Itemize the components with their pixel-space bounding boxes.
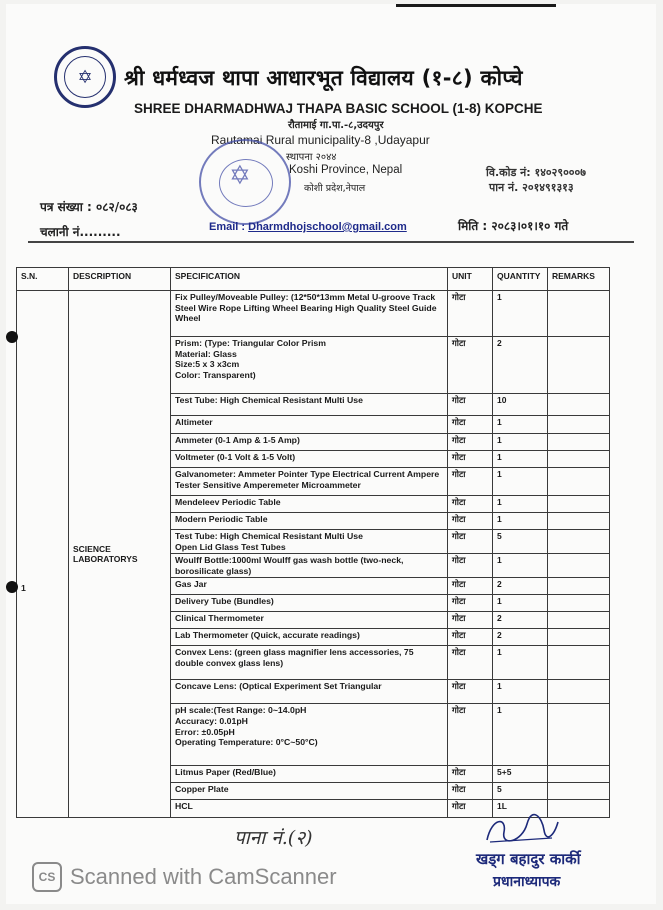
specification-cell: Ammeter (0-1 Amp & 1-5 Amp) [171, 434, 448, 451]
quantity-cell: 10 [493, 394, 548, 416]
unit-cell: गोटा [448, 337, 493, 394]
quantity-cell: 2 [493, 629, 548, 646]
email-address: Dharmdhojschool@gmail.com [248, 221, 407, 233]
quantity-cell: 1L [493, 800, 548, 818]
school-stamp [199, 139, 291, 225]
remarks-cell [548, 595, 610, 612]
quantity-cell: 1 [493, 554, 548, 578]
top-edge-mark [396, 4, 556, 7]
punch-hole [6, 581, 18, 593]
specification-cell: HCL [171, 800, 448, 818]
unit-cell: गोटा [448, 646, 493, 680]
specification-cell: Test Tube: High Chemical Resistant Multi Use Open Lid Glass Test Tubes [171, 530, 448, 554]
quantity-cell: 1 [493, 595, 548, 612]
remarks-cell [548, 394, 610, 416]
specification-cell: Voltmeter (0-1 Volt & 1-5 Volt) [171, 451, 448, 468]
camscanner-icon: CS [32, 862, 62, 892]
quantity-cell: 1 [493, 291, 548, 337]
address-line-3: स्थापना २०४४ [286, 152, 337, 163]
remarks-cell [548, 704, 610, 766]
unit-cell: गोटा [448, 434, 493, 451]
page-number: पाना नं.(२) [234, 827, 313, 849]
quantity-cell: 1 [493, 416, 548, 434]
unit-cell: गोटा [448, 451, 493, 468]
header-unit: UNIT [448, 268, 493, 291]
remarks-cell [548, 468, 610, 496]
specification-cell: Mendeleev Periodic Table [171, 496, 448, 513]
unit-cell: गोटा [448, 595, 493, 612]
specification-cell: Fix Pulley/Moveable Pulley: (12*50*13mm Metal U-groove Track Steel Wire Rope Lifting Wheel Bearing High Quality Steel Guide Wheel [171, 291, 448, 337]
specification-cell: Test Tube: High Chemical Resistant Multi Use [171, 394, 448, 416]
table-header-row [17, 268, 610, 291]
unit-cell: गोटा [448, 496, 493, 513]
remarks-cell [548, 612, 610, 629]
remarks-cell [548, 783, 610, 800]
specification-cell: Prism: (Type: Triangular Color Prism Material: Glass Size:5 x 3 x3cm Color: Transparent) [171, 337, 448, 394]
quantity-cell: 1 [493, 468, 548, 496]
logo-star-icon: ✡ [64, 56, 106, 98]
unit-cell: गोटा [448, 554, 493, 578]
quantity-cell: 1 [493, 646, 548, 680]
remarks-cell [548, 434, 610, 451]
unit-cell: गोटा [448, 578, 493, 595]
dispatch-number: चलानी नं......... [40, 225, 121, 239]
quantity-cell: 2 [493, 612, 548, 629]
header-divider [28, 241, 634, 243]
remarks-cell [548, 513, 610, 530]
remarks-cell [548, 416, 610, 434]
unit-cell: गोटा [448, 766, 493, 783]
letter-date: मिति : २०८३।०१।१० गते [458, 219, 569, 233]
specification-cell: Litmus Paper (Red/Blue) [171, 766, 448, 783]
document-page [6, 4, 656, 904]
unit-cell: गोटा [448, 629, 493, 646]
specification-cell: pH scale:(Test Range: 0~14.0pH Accuracy: 0.01pH Error: ±0.05pH Operating Temperature: 0°C~50°C) [171, 704, 448, 766]
specification-cell: Copper Plate [171, 783, 448, 800]
remarks-cell [548, 451, 610, 468]
watermark-text: Scanned with CamScanner [70, 864, 337, 889]
remarks-cell [548, 496, 610, 513]
unit-cell: गोटा [448, 612, 493, 629]
remarks-cell [548, 629, 610, 646]
unit-cell: गोटा [448, 513, 493, 530]
quantity-cell: 5+5 [493, 766, 548, 783]
specification-cell: Delivery Tube (Bundles) [171, 595, 448, 612]
pan-number: पान नं. २०१४९१३१३ [489, 181, 574, 194]
remarks-cell [548, 554, 610, 578]
specification-cell: Lab Thermometer (Quick, accurate readings) [171, 629, 448, 646]
remarks-cell [548, 766, 610, 783]
unit-cell: गोटा [448, 416, 493, 434]
address-line-1: रौतामाई गा.पा.-८,उदयपुर [288, 120, 384, 131]
unit-cell: गोटा [448, 394, 493, 416]
signatory-name: खड्ग बहादुर कार्की [476, 850, 581, 868]
remarks-cell [548, 530, 610, 554]
remarks-cell [548, 578, 610, 595]
header-quantity: QUANTITY [493, 268, 548, 291]
specification-cell: Altimeter [171, 416, 448, 434]
serial-number-cell: 1 [17, 291, 69, 818]
remarks-cell [548, 680, 610, 704]
quantity-cell: 5 [493, 530, 548, 554]
quantity-cell: 1 [493, 513, 548, 530]
address-line-4: Koshi Province, Nepal [289, 164, 403, 176]
unit-cell: गोटा [448, 291, 493, 337]
stamp-star-icon: ✡ [229, 161, 251, 191]
specification-cell: Concave Lens: (Optical Experiment Set Triangular [171, 680, 448, 704]
unit-cell: गोटा [448, 680, 493, 704]
unit-cell: गोटा [448, 704, 493, 766]
quantity-cell: 5 [493, 783, 548, 800]
description-cell: SCIENCE LABORATORYS [69, 291, 171, 818]
specification-cell: Woulff Bottle:1000ml Woulff gas wash bottle (two-neck, borosilicate glass) [171, 554, 448, 578]
camscanner-watermark [32, 862, 337, 892]
unit-cell: गोटा [448, 783, 493, 800]
specification-cell: Clinical Thermometer [171, 612, 448, 629]
quantity-cell: 1 [493, 680, 548, 704]
punch-hole [6, 331, 18, 343]
table-row [17, 291, 610, 337]
remarks-cell [548, 337, 610, 394]
unit-cell: गोटा [448, 800, 493, 818]
specification-cell: Gas Jar [171, 578, 448, 595]
email-line [209, 221, 407, 233]
school-code: वि.कोड नं: १४०२९०००७ [486, 166, 586, 179]
unit-cell: गोटा [448, 530, 493, 554]
email-label: Email : [209, 221, 249, 233]
signatory-title: प्रधानाध्यापक [493, 874, 561, 890]
quantity-cell: 2 [493, 578, 548, 595]
remarks-cell [548, 291, 610, 337]
quantity-cell: 1 [493, 451, 548, 468]
quantity-cell: 2 [493, 337, 548, 394]
quantity-cell: 1 [493, 434, 548, 451]
address-line-2: Rautamai Rural municipality-8 ,Udayapur [211, 133, 430, 147]
header-remarks: REMARKS [548, 268, 610, 291]
unit-cell: गोटा [448, 468, 493, 496]
header-specification: SPECIFICATION [171, 268, 448, 291]
header-description: DESCRIPTION [69, 268, 171, 291]
specification-cell: Galvanometer: Ammeter Pointer Type Electrical Current Ampere Tester Sensitive Amperemeter Microammeter [171, 468, 448, 496]
quantity-cell: 1 [493, 704, 548, 766]
quantity-cell: 1 [493, 496, 548, 513]
address-line-5: कोशी प्रदेश,नेपाल [304, 183, 366, 194]
header-sn: S.N. [17, 268, 69, 291]
specification-cell: Convex Lens: (green glass magnifier lens accessories, 75 double convex glass lens) [171, 646, 448, 680]
signature [482, 812, 562, 848]
specification-cell: Modern Periodic Table [171, 513, 448, 530]
reference-number: पत्र संख्या : ०८२/०८३ [40, 200, 138, 214]
remarks-cell [548, 646, 610, 680]
school-name-nepali: श्री धर्मध्वज थापा आधारभूत विद्यालय (१-८) कोप्चे [124, 66, 523, 90]
school-name-english: SHREE DHARMADHWAJ THAPA BASIC SCHOOL (1-8) KOPCHE [134, 101, 543, 116]
school-logo [54, 46, 116, 108]
specification-table [16, 267, 610, 818]
